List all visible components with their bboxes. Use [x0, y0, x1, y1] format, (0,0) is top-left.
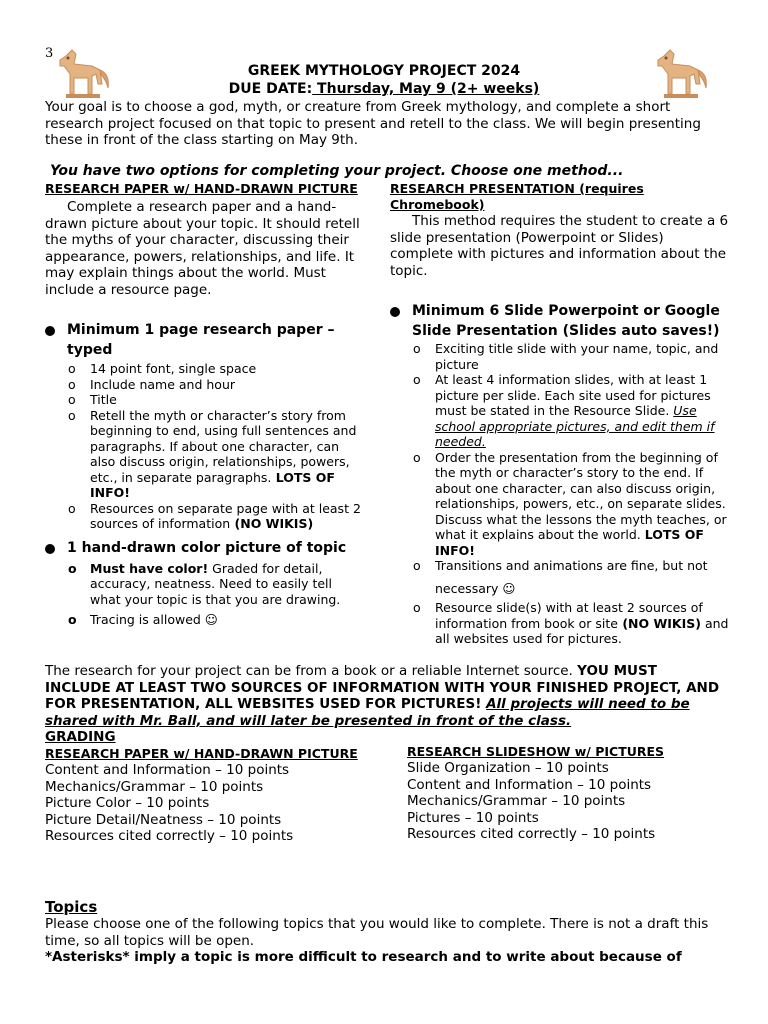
topics-heading: Topics	[45, 898, 98, 916]
topics-asterisk-note: *Asterisks* imply a topic is more difficult to research and to write about because of	[45, 949, 682, 965]
list-item: o Must have color! Graded for detail, accuracy, neatness. Need to easily tell what your topic is that you are drawing.	[68, 560, 341, 607]
grading-heading: GRADING	[45, 729, 116, 745]
list-item: o At least 4 information slides, with at least 1 picture per slide. Each site used for pictures must be stated in the Resource Slide. Use school appropriate pictures, and edit them if needed.	[413, 372, 715, 449]
due-date-value: Thursday, May 9 (2+ weeks)	[312, 81, 540, 97]
sources-requirement: YOU MUST INCLUDE AT LEAST TWO SOURCES OF INFORMATION WITH YOUR FINISHED PROJECT, AND FOR PRESENTATION, ALL WEBSITES USED FOR PICTURES!	[45, 663, 720, 712]
presentation-column	[390, 181, 730, 647]
due-date	[0, 81, 768, 97]
bullet-dot-icon	[45, 326, 55, 336]
list-item: o Title	[68, 392, 117, 407]
grading-item: Resources cited correctly – 10 points	[407, 826, 656, 842]
grading-item: Pictures – 10 points	[407, 809, 539, 826]
grading-item: Resources cited correctly – 10 points	[45, 828, 294, 844]
list-item-text: 14 point font, single space	[90, 361, 257, 376]
due-date-label: DUE DATE:	[228, 81, 313, 97]
list-item: o Exciting title slide with your name, topic, and picture	[413, 341, 719, 372]
list-item-text: Exciting title slide with your name, topic, and picture	[435, 341, 719, 372]
research-paper-requirements	[68, 361, 365, 532]
list-item-text: Include name and hour	[90, 376, 236, 392]
list-item-text: Retell the myth or character’s story from beginning to end, using full sentences and paragraphs. If about one character, can also discuss origin, relationships, powers, etc., in separate paragraphs.	[90, 407, 357, 485]
list-item-text: At least 4 information slides, with at least 1 picture per slide. Each site used for pictures must be stated in the Resource Slide.	[435, 372, 711, 418]
list-item-bold: LOTS OF INFO!	[90, 469, 335, 500]
sources-text: The research for your project can be from a book or a reliable Internet source.	[45, 663, 578, 679]
research-paper-description: Complete a research paper and a hand-drawn picture about your topic. It should retell the myths of your character, discussing their appearance, powers, relationships, and life. It may explain things about the world. Must include a resource page.	[45, 199, 360, 298]
presentation-requirements	[413, 341, 730, 647]
list-item-text: necessary ☺	[435, 580, 516, 596]
research-paper-column	[45, 181, 365, 628]
sources-paragraph	[45, 663, 725, 746]
list-item-text: Resources on separate page with at least 2 sources of information	[90, 500, 361, 531]
research-paper-heading: RESEARCH PAPER w/ HAND-DRAWN PICTURE	[45, 181, 358, 196]
page-title: GREEK MYTHOLOGY PROJECT 2024	[247, 63, 521, 79]
bullet-research-paper	[45, 320, 365, 360]
bullet-hand-drawn-picture-label: 1 hand-drawn color picture of topic	[67, 539, 347, 556]
sharing-requirement: All projects will need to be shared with Mr. Ball, and will later be presented in front of the class.	[45, 696, 690, 729]
bullet-dot-icon	[390, 307, 400, 317]
presentation-heading: RESEARCH PRESENTATION (requires Chromebook)	[390, 181, 644, 212]
list-item-bold: Must have color!	[90, 560, 209, 576]
list-item-text: Title	[90, 392, 117, 407]
list-item: o Tracing is allowed ☺	[68, 612, 218, 627]
list-item-bold: LOTS OF INFO!	[435, 527, 704, 558]
list-item-text: Tracing is allowed ☺	[90, 612, 218, 627]
options-line: You have two options for completing your project. Choose one method...	[50, 163, 624, 179]
grading-paper-heading: RESEARCH PAPER w/ HAND-DRAWN PICTURE	[45, 746, 358, 761]
list-item-text: and all websites used for pictures.	[435, 615, 729, 646]
page-number: 3	[45, 46, 54, 61]
list-item: o Transitions and animations are fine, but not necessary ☺	[413, 558, 708, 596]
grading-item: Slide Organization – 10 points	[407, 760, 609, 776]
list-item-emphasis: Use school appropriate pictures, and edit them if needed.	[435, 403, 715, 449]
list-item-bold: (NO WIKIS)	[230, 516, 314, 531]
list-item: o Order the presentation from the beginning of the myth or character’s story to the end. If about one character, can also discuss origin, relationships, powers, etc., on separate slides. Discuss what the lessons the myth teaches, or what it explains about the world. LOTS OF INFO!	[413, 449, 727, 558]
list-item-text: Order the presentation from the beginning of the myth or character’s story to the end. If about one character, can also discuss origin, relationships, powers, etc., on separate slides. Discuss what the lessons the myth teaches, or what it explains about the world.	[435, 449, 727, 542]
intro-paragraph: Your goal is to choose a god, myth, or creature from Greek mythology, and complete a short research project focused on that topic to present and retell to the class. We will begin presenting these in front of the class starting on May 9th.	[45, 99, 701, 148]
grading-item: Picture Color – 10 points	[45, 795, 210, 811]
grading-item: Mechanics/Grammar – 10 points	[407, 793, 626, 809]
list-item: o Include name and hour	[68, 376, 236, 392]
bullet-research-paper-label: Minimum 1 page research paper – typed	[67, 322, 335, 358]
bullet-dot-icon	[45, 544, 55, 554]
grading-item: Content and Information – 10 points	[45, 762, 290, 778]
grading-slideshow-heading: RESEARCH SLIDESHOW w/ PICTURES	[407, 744, 665, 759]
topics-section	[45, 898, 735, 966]
list-item: o Resource slide(s) with at least 2 sources of information from book or site (NO WIKIS) and all websites used for pictures.	[413, 600, 729, 646]
bullet-slide-presentation-label: Minimum 6 Slide Powerpoint or Google Slide Presentation (Slides auto saves!)	[412, 303, 720, 339]
grading-slideshow-column	[407, 744, 737, 843]
list-item-text: Transitions and animations are fine, but not	[435, 558, 708, 573]
list-item: o Retell the myth or character’s story from beginning to end, using full sentences and paragraphs. If about one character, can also discuss origin, relationships, powers, etc., in separate paragraphs. LOTS OF INFO!	[68, 407, 357, 500]
bullet-hand-drawn-picture	[45, 538, 365, 558]
grading-paper-column	[45, 746, 385, 845]
topics-text: Please choose one of the following topics that you would like to complete. There is not a draft this time, so all topics will be open.	[45, 916, 709, 949]
grading-item: Picture Detail/Neatness – 10 points	[45, 811, 282, 828]
grading-item: Mechanics/Grammar – 10 points	[45, 778, 264, 795]
list-item-text: Resource slide(s) with at least 2 sources of information from book or site	[435, 600, 703, 631]
bullet-slide-presentation	[390, 301, 730, 341]
list-item-bold: (NO WIKIS)	[617, 615, 701, 631]
presentation-description: This method requires the student to create a 6 slide presentation (Powerpoint or Slides) complete with pictures and information about the topic.	[390, 213, 729, 279]
picture-requirements	[68, 561, 365, 628]
list-item: o Resources on separate page with at least 2 sources of information (NO WIKIS)	[68, 500, 361, 531]
grading-item: Content and Information – 10 points	[407, 776, 652, 793]
list-item: o 14 point font, single space	[68, 361, 257, 376]
list-item-text: Graded for detail, accuracy, neatness. Need to easily tell what your topic is that you are drawing.	[90, 560, 341, 607]
